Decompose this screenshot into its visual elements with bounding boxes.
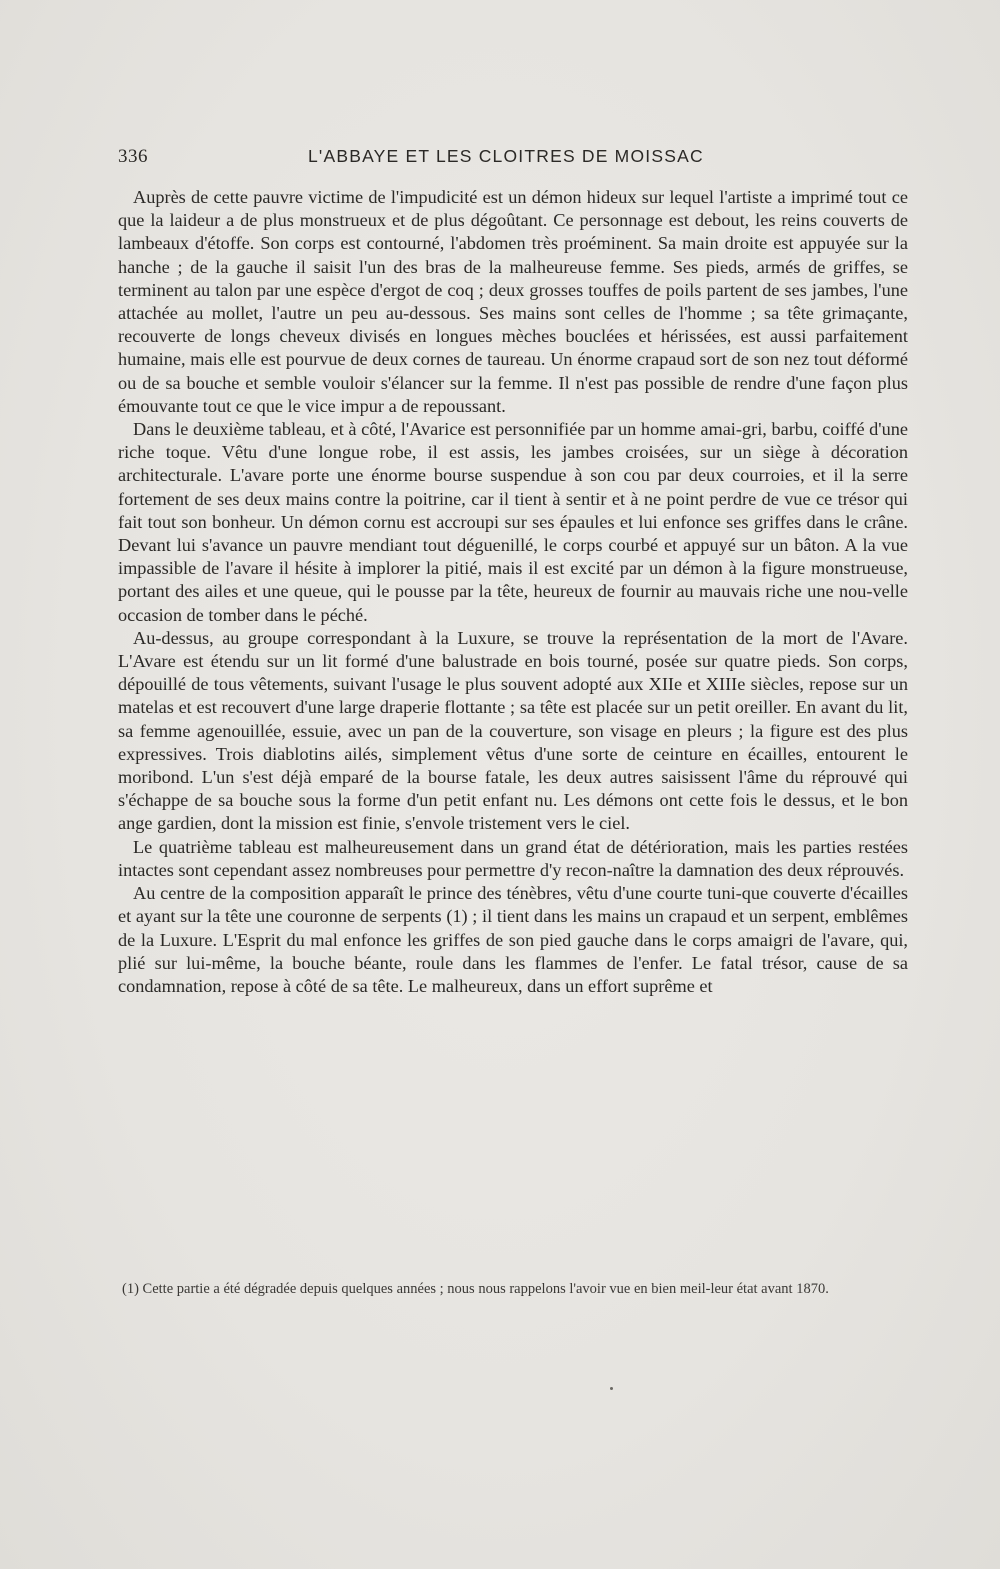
footnote — [108, 1280, 908, 1298]
paragraph-4: Le quatrième tableau est malheureusement dans un grand état de détérioration, mais les parties restées intactes sont cependant assez nombreuses pour permettre d'y recon-naître la damnation des deux réprouvés. — [118, 836, 908, 880]
paragraph-2: Dans le deuxième tableau, et à côté, l'Avarice est personnifiée par un homme amai-gri, barbu, coiffé d'une riche toque. Vêtu d'une longue robe, il est assis, les jambes croisées, sur un siège à décoration architecturale. L'avare porte une énorme bourse suspendue à son cou par deux courroies, et il la serre fortement de ses deux mains contre la poitrine, car il tient à sentir et à ne point perdre de vue ce trésor qui fait tout son bonheur. Un démon cornu est accroupi sur ses épaules et lui enfonce ses griffes dans le crâne. Devant lui s'avance un pauvre mendiant tout déguenillé, le corps courbé et appuyé sur un bâton. A la vue impassible de l'avare il hésite à implorer la pitié, mais il est excité par un démon à la figure monstrueuse, portant des ailes et une queue, qui le pousse par la tête, heureux de fournir au mauvais riche une nou-velle occasion de tomber dans le péché. — [118, 419, 908, 625]
page-header — [118, 146, 908, 170]
paragraph-3: Au-dessus, au groupe correspondant à la Luxure, se trouve la représentation de la mort de l'Avare. L'Avare est étendu sur un lit formé d'une balustrade en bois tourné, posée sur quatre pieds. Son corps, dépouillé de tous vêtements, suivant l'usage le plus souvent adopté aux XIIe et XIIIe siècles, repose sur un matelas et est recouvert d'une large draperie flottante ; sa tête est placée sur un petit oreiller. En avant du lit, sa femme agenouillée, essuie, avec un pan de la couverture, son visage en pleurs ; la figure est des plus expressives. Trois diablotins ailés, simplement vêtus d'une sorte de ceinture en écailles, entourent le moribond. L'un s'est déjà emparé de la bourse fatale, les deux autres saisissent l'âme du réprouvé qui s'échappe de sa bouche sous la forme d'un petit enfant nu. Les démons ont cette fois le dessus, et le bon ange gardien, dont la mission est finie, s'envole tristement vers le ciel. — [118, 627, 908, 834]
footnote-text: (1) Cette partie a été dégradée depuis quelques années ; nous nous rappelons l'avoir vue en bien meil-leur état avant 1870. — [122, 1281, 829, 1297]
ink-speck — [610, 1387, 613, 1390]
running-title: L'ABBAYE ET LES CLOITRES DE MOISSAC — [308, 146, 704, 166]
paragraph-5: Au centre de la composition apparaît le prince des ténèbres, vêtu d'une courte tuni-que couverte d'écailles et ayant sur la tête une couronne de serpents (1) ; il tient dans les mains un crapaud et un serpent, emblêmes de la Luxure. L'Esprit du mal enfonce les griffes de son pied gauche dans le corps amaigri de l'avare, qui, plié sur lui-même, la bouche béante, roule dans les flammes de l'enfer. Le fatal trésor, cause de sa condamnation, repose à côté de sa tête. Le malheureux, dans un effort suprême et — [118, 883, 908, 996]
paragraph-1: Auprès de cette pauvre victime de l'impudicité est un démon hideux sur lequel l'artiste a imprimé tout ce que la laideur a de plus monstrueux et de plus dégoûtant. Ce personnage est debout, les reins couverts de lambeaux d'étoffe. Son corps est contourné, l'abdomen très proéminent. Sa main droite est appuyée sur la hanche ; de la gauche il saisit l'un des bras de la malheureuse femme. Ses pieds, armés de griffes, se terminent au talon par une espèce d'ergot de coq ; deux grosses touffes de poils partent de ses jambes, l'une attachée au mollet, l'autre un peu au-dessous. Ses mains sont celles de l'homme ; sa tête grimaçante, recouverte de longs cheveux divisés en longues mèches bouclées et hérissées, est aussi parfaitement humaine, mais elle est pourvue de deux cornes de taureau. Un énorme crapaud sort de son nez tout déformé ou de sa bouche et semble vouloir s'élancer sur la femme. Il n'est pas possible de rendre d'une façon plus émouvante tout ce que le vice impur a de repoussant. — [118, 187, 908, 416]
page-number: 336 — [118, 146, 148, 167]
body-text — [118, 186, 908, 998]
